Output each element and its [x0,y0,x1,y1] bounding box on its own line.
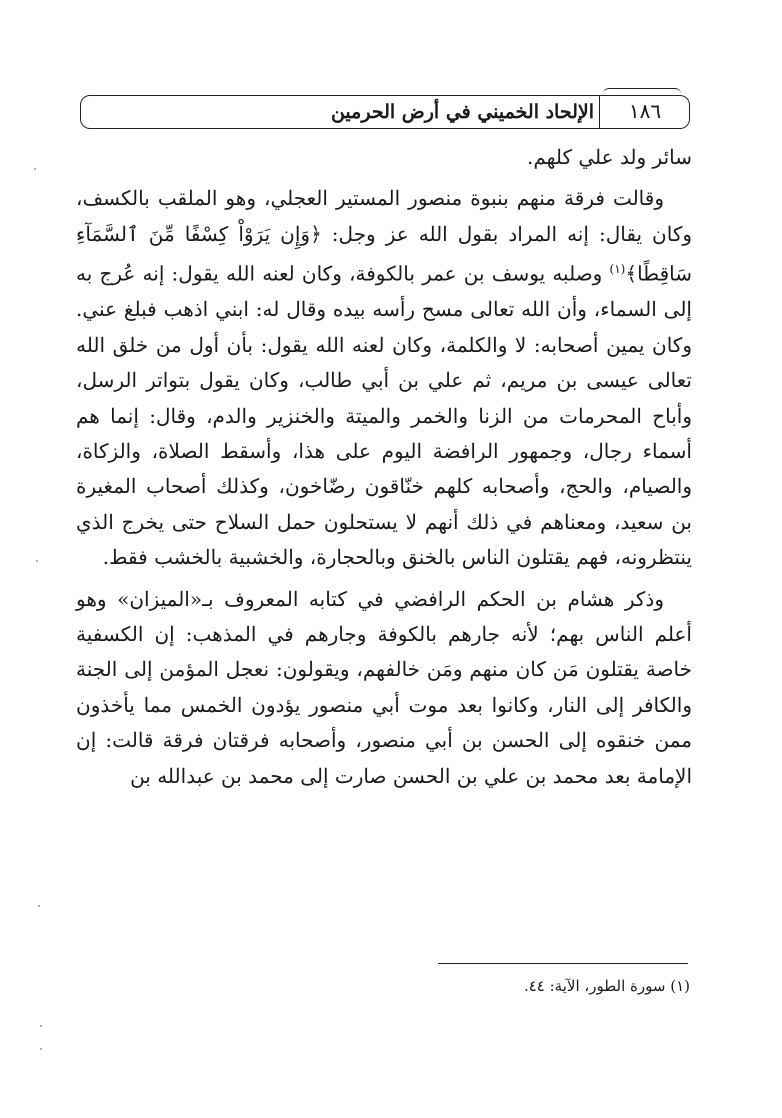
quran-verse: ﴿وَإِن يَرَوْاْ كِسْفًا مِّنَ ٱلسَّمَآءِ سَاقِطًا﴾ [76,221,692,286]
main-text [76,140,692,794]
scan-speck [40,1025,42,1027]
scan-speck [34,168,36,170]
footnote-reference: (١) [609,262,626,277]
paragraph-3: وذكر هشام بن الحكم الرافضي في كتابه المعروف بـ«الميزان» وهو أعلم الناس بهم؛ لأنه جارهم بالكوفة وجارهم في المذهب: إن الكسفية خاصة يقتلون مَن كان منهم ومَن خالفهم، ويقولون: نعجل المؤمن إلى الجنة والكافر إلى النار، وكانوا بعد موت أبي منصور يؤدون الخمس مما يأخذون ممن خنقوه إلى الحسن بن أبي منصور، وأصحابه فرقتان فرقة قالت: إن الإمامة بعد محمد بن علي بن الحسن صارت إلى محمد بن عبدالله بن [76,586,692,788]
footnote: (١) سورة الطور، الآية: ٤٤. [523,977,690,995]
book-title: الإلحاد الخميني في أرض الحرمين [330,101,594,123]
running-header [76,95,690,131]
page-number: ١٨٦ [628,99,662,123]
footnote-separator [438,963,688,964]
paragraph-2-intro: وقالت فرقة منهم بنبوة منصور المستير العجلي، وهو الملقب بالكسف، وكان يقال: إنه المراد بقول الله عز وجل: [76,186,692,246]
paragraph-2-continued: وصلبه يوسف بن عمر بالكوفة، وكان لعنه الله يقول: إنه عُرج به إلى السماء، وأن الله تعالى مسح رأسه بيده وقال له: ابني اذهب فبلغ عني. وكان يمين أصحابه: لا والكلمة، وكان لعنه الله يقول: بأن أول من خلق الله تعالى عيسى بن مريم، ثم علي بن أبي طالب، وكان يقول بتواتر الرسل، وأباح المحرمات من الزنا والخمر والميتة والخنزير والدم، وقال: إنما هم أسماء رجال، وجمهور الرافضة اليوم على هذا، وأسقط الصلاة، والزكاة، والصيام، والحج، وأصحابه كلهم خنّاقون رضّاخون، وكذلك أصحاب المغيرة بن سعيد، ومعناهم في ذلك أنهم لا يستحلون حمل السلاح حتى يخرج الذي ينتظرونه، فهم يقتلون الناس بالخنق وبالحجارة، والخشبية بالخشب فقط. [76,261,692,570]
scan-speck [40,1048,42,1050]
scan-speck [36,560,38,562]
paragraph-1: سائر ولد علي كلهم. [526,145,692,169]
scan-speck [38,905,40,907]
paragraph-2 [76,181,692,575]
